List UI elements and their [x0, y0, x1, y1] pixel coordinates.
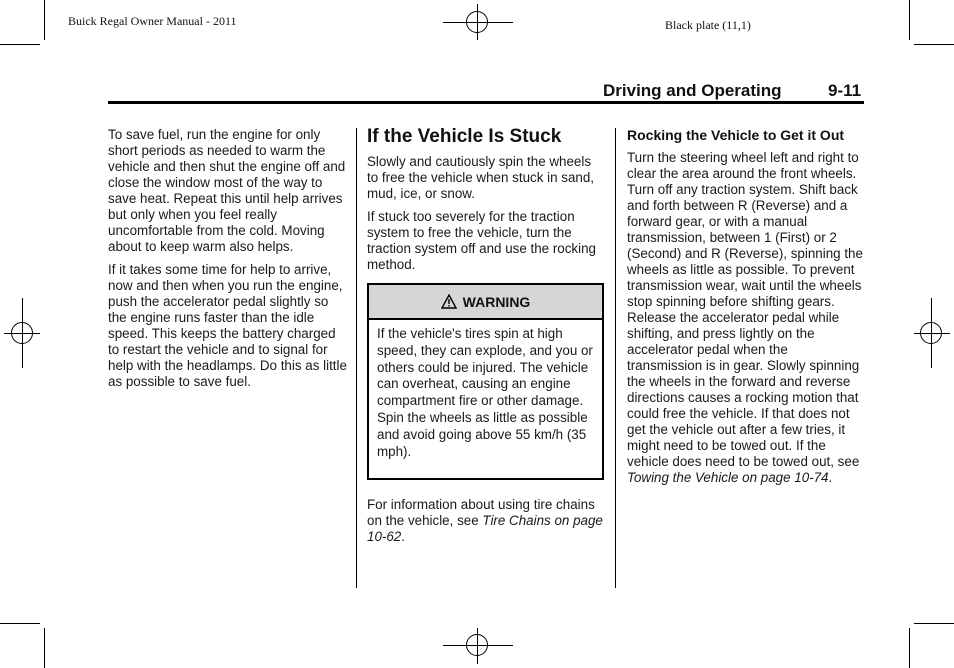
crop-mark	[914, 623, 954, 624]
warning-header	[369, 285, 602, 320]
registration-circle	[466, 634, 488, 656]
crop-mark	[44, 628, 45, 668]
paragraph	[627, 150, 863, 486]
paragraph-text: For information about using tire chains on the vehicle, see	[367, 497, 595, 528]
paragraph: Slowly and cautiously spin the wheels to free the vehicle when stuck in sand, mud, ice, or snow.	[367, 154, 595, 201]
print-header-right: Black plate (11,1)	[665, 18, 751, 32]
warning-text: If the vehicle's tires spin at high speed, they can explode, and you or others could be injured. The vehicle can overheat, causing an engine compartment fire or other damage. Spin the wheels as little as possible and avoid going above 55 km/h (35 mph).	[377, 326, 593, 459]
crop-mark	[914, 44, 954, 45]
cross-reference-link[interactable]: Towing the Vehicle on page 10-74	[627, 470, 829, 485]
crop-mark	[0, 44, 40, 45]
column-divider	[356, 128, 357, 588]
warning-box	[367, 283, 604, 480]
paragraph: If stuck too severely for the traction system to free the vehicle, turn the traction system off and use the rocking method.	[367, 209, 597, 272]
paragraph-text: .	[401, 529, 405, 544]
column-2	[367, 126, 605, 280]
paragraph	[367, 497, 605, 545]
crop-mark	[44, 0, 45, 40]
subsection-heading: Rocking the Vehicle to Get it Out	[627, 127, 845, 143]
section-title: Driving and Operating	[603, 81, 782, 100]
registration-circle	[920, 322, 942, 344]
header-rule	[108, 101, 864, 104]
column-divider	[615, 128, 616, 588]
column-2-footer	[367, 497, 605, 552]
crop-mark	[909, 0, 910, 40]
print-header-left: Buick Regal Owner Manual - 2011	[68, 14, 237, 28]
registration-circle	[11, 322, 33, 344]
paragraph: To save fuel, run the engine for only short periods as needed to warm the vehicle and then shut the engine off and close the window most of the way to save heat. Repeat this until help arrives but only when you feel really uncomfortable from the cold. Moving about to keep warm also helps.	[108, 127, 346, 254]
warning-label: WARNING	[462, 293, 531, 310]
section-heading: If the Vehicle Is Stuck	[367, 126, 562, 147]
paragraph: If it takes some time for help to arrive, now and then when you run the engine, push the accelerator pedal slightly so the engine runs faster than the idle speed. This keeps the battery charged to restart the vehicle and to signal for help with the headlamps. Do this as little as possible to save fuel.	[108, 262, 347, 389]
column-3	[627, 127, 863, 493]
paragraph-text: .	[828, 470, 833, 485]
crop-mark	[909, 628, 910, 668]
cross-reference-link[interactable]: Tire Chains on page 10-62	[367, 513, 603, 544]
page-number: 9-11	[828, 81, 862, 100]
crop-mark	[0, 623, 40, 624]
column-1	[108, 127, 348, 397]
paragraph-text: Turn the steering wheel left and right to clear the area around the front wheels. Turn off any traction system. Shift back and forth between R (Reverse) and a forward gear, or with a manual transmission, between 1 (First) or 2 (Second) and R (Reverse), spinning the wheels as little as possible. To prevent transmission wear, wait until the wheels stop spinning before shifting gears. Release the accelerator pedal while shifting, and press lightly on the accelerator pedal when the transmission is in gear. Slowly spinning the wheels in the forward and reverse directions causes a rocking motion that could free the vehicle. If that does not get the vehicle out after a few tries, it might need to be towed out. If the vehicle does need to be towed out, see	[627, 150, 863, 469]
warning-triangle-icon	[441, 294, 457, 309]
registration-circle	[466, 11, 488, 33]
